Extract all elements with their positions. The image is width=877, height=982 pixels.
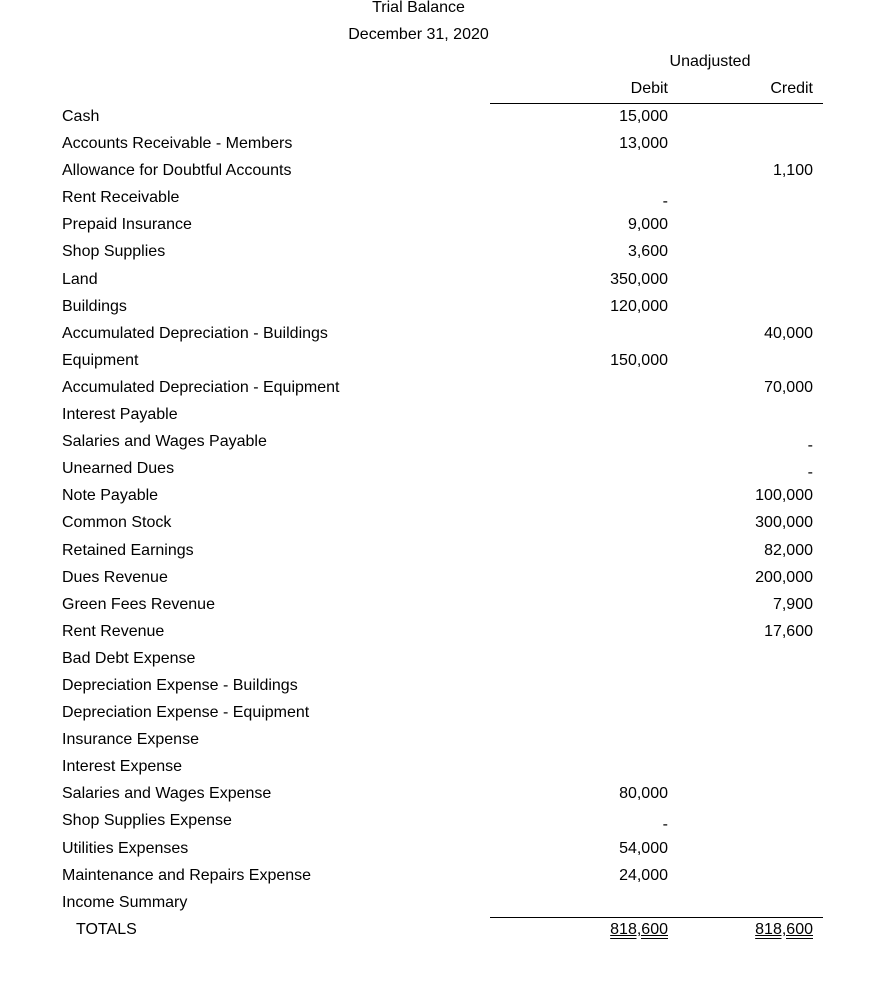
table-row — [0, 242, 877, 269]
account-name: Retained Earnings — [62, 541, 194, 559]
table-row — [0, 378, 877, 405]
table-row — [0, 270, 877, 297]
debit-amount: 9,000 — [627, 216, 668, 234]
table-row — [0, 595, 877, 622]
table-row — [0, 432, 877, 459]
debit-amount: 15,000 — [619, 108, 668, 125]
account-name: Allowance for Doubtful Accounts — [62, 162, 292, 180]
total-debit: 818,600 — [610, 921, 668, 938]
totals-label: TOTALS — [76, 921, 137, 938]
table-row — [0, 568, 877, 595]
credit-amount: 70,000 — [764, 378, 813, 396]
totals-row — [0, 921, 877, 945]
table-row — [0, 730, 877, 757]
debit-amount: 54,000 — [619, 839, 668, 857]
debit-header: Debit — [630, 80, 668, 97]
table-row — [0, 459, 877, 486]
account-name: Income Summary — [62, 893, 188, 911]
account-name: Interest Payable — [62, 406, 178, 424]
credit-amount: 100,000 — [755, 487, 813, 505]
account-name: Maintenance and Repairs Expense — [62, 866, 312, 884]
debit-amount: 13,000 — [619, 135, 668, 153]
table-row — [0, 324, 877, 351]
debit-amount: 24,000 — [619, 866, 668, 884]
debit-amount: 80,000 — [619, 785, 668, 803]
account-name: Rent Revenue — [62, 622, 165, 640]
credit-header: Credit — [770, 80, 813, 97]
credit-amount: - — [807, 437, 813, 455]
debit-amount: - — [662, 193, 668, 211]
credit-amount: 300,000 — [755, 514, 813, 532]
table-row — [0, 622, 877, 649]
account-name: Note Payable — [62, 487, 159, 505]
account-name: Shop Supplies — [62, 243, 166, 261]
account-name: Buildings — [62, 297, 127, 315]
account-name: Salaries and Wages Payable — [62, 433, 267, 451]
table-row — [0, 351, 877, 378]
credit-amount: 17,600 — [764, 622, 813, 640]
totals-rule — [490, 917, 823, 918]
account-name: Interest Expense — [62, 758, 183, 776]
account-name: Rent Receivable — [62, 189, 180, 207]
total-credit: 818,600 — [755, 921, 813, 938]
credit-amount: 7,900 — [772, 595, 813, 613]
table-row — [0, 757, 877, 784]
account-name: Bad Debt Expense — [62, 649, 196, 667]
debit-amount: 3,600 — [627, 243, 668, 261]
table-row — [0, 811, 877, 838]
table-row — [0, 297, 877, 324]
header-rule — [490, 103, 823, 104]
table-row — [0, 107, 877, 134]
account-name: Accounts Receivable - Members — [62, 135, 293, 153]
account-name: Depreciation Expense - Buildings — [62, 676, 298, 694]
debit-amount: - — [662, 816, 668, 834]
credit-amount: 1,100 — [772, 162, 813, 180]
table-row — [0, 405, 877, 432]
debit-amount: 150,000 — [610, 351, 668, 369]
account-name: Prepaid Insurance — [62, 216, 192, 234]
debit-amount: 350,000 — [610, 270, 668, 288]
table-row — [0, 486, 877, 513]
account-rows — [0, 107, 877, 920]
account-name: Accumulated Depreciation - Equipment — [62, 378, 340, 396]
account-name: Green Fees Revenue — [62, 595, 215, 613]
credit-amount: 82,000 — [764, 541, 813, 559]
account-name: Unearned Dues — [62, 460, 175, 478]
credit-amount: 40,000 — [764, 324, 813, 342]
report-title: Trial Balance — [372, 0, 465, 16]
table-row — [0, 784, 877, 811]
account-name: Insurance Expense — [62, 731, 199, 749]
account-name: Salaries and Wages Expense — [62, 785, 272, 803]
account-name: Equipment — [62, 351, 139, 369]
table-row — [0, 866, 877, 893]
table-row — [0, 541, 877, 568]
account-name: Accumulated Depreciation - Buildings — [62, 324, 328, 342]
table-row — [0, 676, 877, 703]
table-row — [0, 839, 877, 866]
account-name: Land — [62, 270, 98, 288]
table-row — [0, 161, 877, 188]
table-row — [0, 513, 877, 540]
credit-amount: 200,000 — [755, 568, 813, 586]
account-name: Cash — [62, 108, 100, 125]
credit-amount: - — [807, 464, 813, 482]
account-name: Depreciation Expense - Equipment — [62, 704, 310, 722]
account-name: Dues Revenue — [62, 568, 168, 586]
account-name: Utilities Expenses — [62, 839, 189, 857]
table-row — [0, 215, 877, 242]
account-name: Shop Supplies Expense — [62, 812, 232, 830]
account-name: Common Stock — [62, 514, 172, 532]
table-row — [0, 893, 877, 920]
table-row — [0, 703, 877, 730]
table-row — [0, 134, 877, 161]
column-group-header: Unadjusted — [669, 53, 751, 70]
debit-amount: 120,000 — [610, 297, 668, 315]
table-row — [0, 188, 877, 215]
report-date: December 31, 2020 — [348, 26, 489, 43]
table-row — [0, 649, 877, 676]
